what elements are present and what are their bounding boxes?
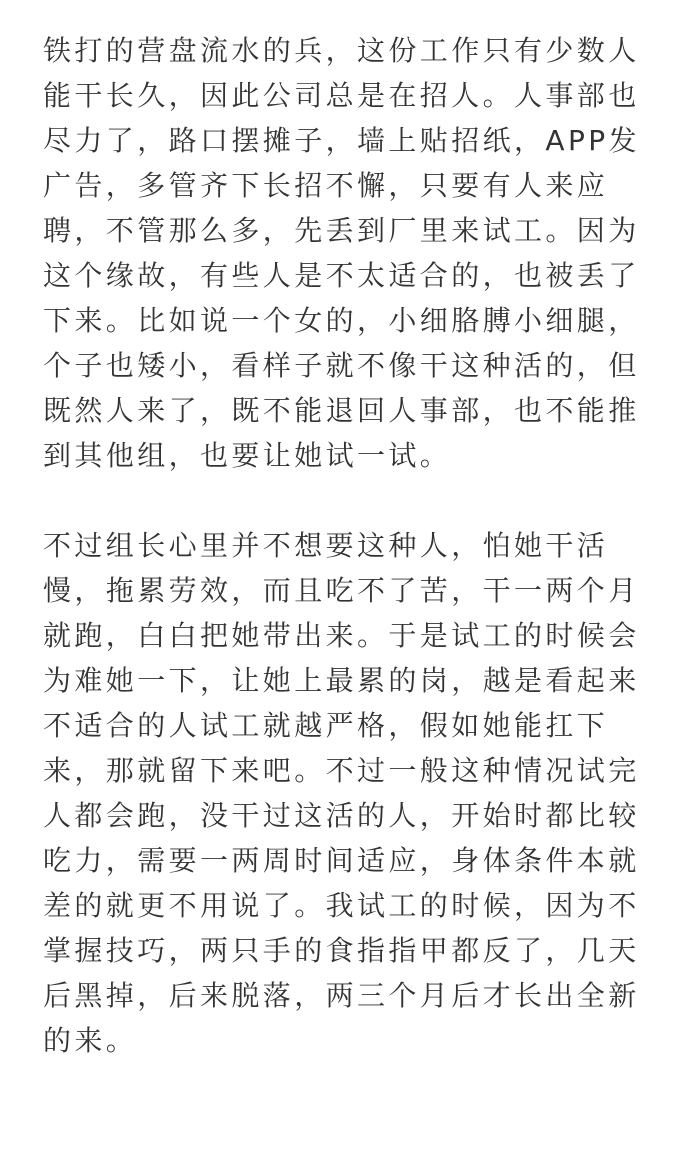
text-line: 为难她一下，让她上最累的岗，越是看起来: [43, 664, 640, 697]
article-body: [43, 28, 643, 1063]
text-line: 不过组长心里并不想要这种人，怕她干活: [43, 529, 609, 562]
text-line: 这个缘故，有些人是不太适合的，也被丢了: [43, 259, 640, 292]
text-line: 个子也矮小，看样子就不像干这种活的，但: [43, 349, 640, 382]
text-line: 不适合的人试工就越严格，假如她能扛下: [43, 709, 609, 742]
text-line: 能干长久，因此公司总是在招人。人事部也: [43, 79, 640, 112]
text-line: 的来。: [43, 1024, 138, 1057]
text-line: 就跑，白白把她带出来。于是试工的时候会: [43, 619, 640, 652]
text-line: 来，那就留下来吧。不过一般这种情况试完: [43, 754, 640, 787]
text-line: 掌握技巧，两只手的食指指甲都反了，几天: [43, 934, 640, 967]
paragraph-2: [43, 523, 643, 1063]
text-line: 人都会跑，没干过这活的人，开始时都比较: [43, 799, 640, 832]
text-line: 差的就更不用说了。我试工的时候，因为不: [43, 889, 640, 922]
paragraph-1: [43, 28, 643, 478]
text-line: 尽力了，路口摆摊子，墙上贴招纸，APP发: [43, 124, 640, 157]
text-line: 聘，不管那么多，先丢到厂里来试工。因为: [43, 214, 640, 247]
text-line: 广告，多管齐下长招不懈，只要有人来应: [43, 169, 609, 202]
text-line: 铁打的营盘流水的兵，这份工作只有少数人: [43, 34, 640, 67]
text-line: 慢，拖累劳效，而且吃不了苦，干一两个月: [43, 574, 640, 607]
text-line: 下来。比如说一个女的，小细胳膊小细腿，: [43, 304, 640, 337]
text-line: 既然人来了，既不能退回人事部，也不能推: [43, 394, 640, 427]
text-line: 到其他组，也要让她试一试。: [43, 439, 452, 472]
text-line: 吃力，需要一两周时间适应，身体条件本就: [43, 844, 640, 877]
text-line: 后黑掉，后来脱落，两三个月后才长出全新: [43, 979, 640, 1012]
